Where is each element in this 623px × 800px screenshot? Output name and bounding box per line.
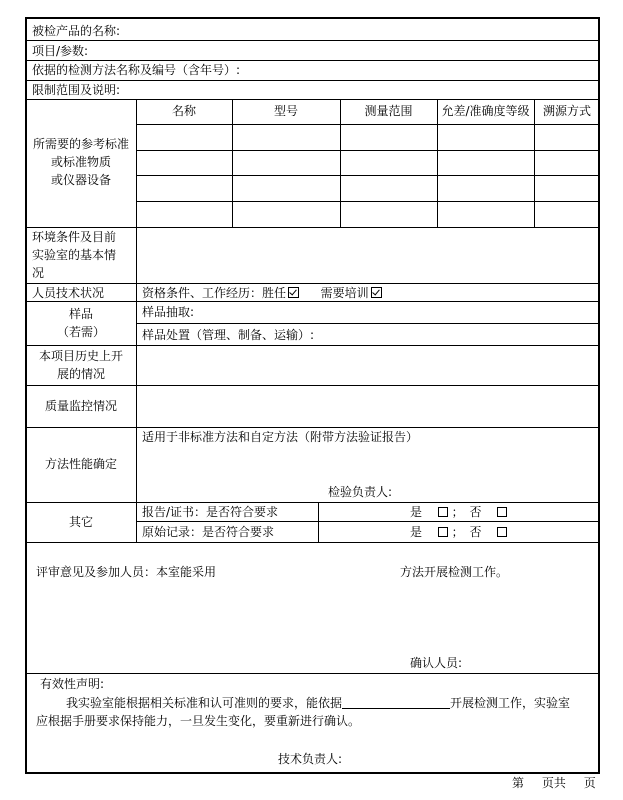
sample-label: （若需）	[56, 325, 105, 339]
row-divider	[136, 521, 600, 522]
label-column-divider	[136, 99, 137, 542]
row-divider	[25, 542, 600, 543]
separator: ；	[451, 505, 464, 519]
env-label: 环境条件及目前	[32, 230, 117, 244]
row-divider	[25, 385, 600, 386]
method-blank[interactable]	[342, 697, 450, 709]
ref-table-line	[136, 201, 600, 202]
sample-extract: 样品抽取:	[142, 305, 195, 319]
ref-standard-label: 所需要的参考标准	[32, 137, 129, 151]
validity-line1	[66, 696, 570, 710]
item-param-label: 项目/参数:	[32, 44, 89, 58]
ref-standard-label: 或仪器设备	[50, 173, 111, 187]
ref-table-line	[136, 124, 600, 125]
row-divider	[25, 40, 600, 41]
page-footer	[512, 776, 596, 790]
inspector-label: 检验负责人:	[328, 485, 393, 499]
training-checkbox[interactable]	[371, 287, 382, 298]
tech-lead-label: 技术负责人:	[278, 752, 343, 766]
ref-table-col	[534, 99, 535, 227]
page-label: 第	[512, 776, 525, 790]
yes-label: 是	[410, 525, 423, 539]
validity-title: 有效性声明:	[40, 677, 105, 691]
record-yes-checkbox[interactable]	[438, 527, 448, 537]
report-text: 报告/证书：是否符合要求	[142, 505, 279, 519]
personnel-training: 需要培训	[320, 286, 369, 300]
ref-header-range: 测量范围	[364, 104, 413, 118]
scope-label: 限制范围及说明:	[32, 83, 121, 97]
record-text: 原始记录：是否符合要求	[142, 525, 275, 539]
row-divider	[136, 323, 600, 324]
validity-line2: 应根据手册要求保持能力，一旦发生变化，要重新进行确认。	[36, 714, 361, 728]
history-label: 本项目历史上开	[38, 349, 123, 363]
ref-header-traceability: 溯源方式	[542, 104, 591, 118]
row-divider	[25, 227, 600, 228]
page-sep: 页共	[541, 776, 566, 790]
sample-handling: 样品处置（管理、制备、运输）:	[142, 328, 315, 342]
separator: ；	[451, 525, 464, 539]
other-col-divider	[318, 502, 319, 542]
env-label: 实验室的基本情	[32, 248, 117, 262]
ref-header-model: 型号	[273, 104, 298, 118]
other-label: 其它	[68, 515, 93, 529]
ref-table-line	[136, 150, 600, 151]
row-divider	[25, 301, 600, 302]
personnel-label: 人员技术状况	[32, 286, 105, 300]
report-yes-no	[410, 505, 507, 519]
review-text-2: 方法开展检测工作。	[400, 565, 509, 579]
product-name-label: 被检产品的名称:	[32, 24, 121, 38]
validity-line1-a: 我实验室能根据相关标准和认可准则的要求，能依据	[66, 696, 343, 710]
validity-line1-b: 开展检测工作，实验室	[450, 696, 571, 710]
env-label: 况	[32, 266, 45, 280]
ref-header-name: 名称	[171, 104, 196, 118]
row-divider	[25, 99, 600, 100]
no-label: 否	[469, 505, 482, 519]
personnel-qualification	[142, 286, 382, 300]
sample-label: 样品	[68, 307, 93, 321]
report-yes-checkbox[interactable]	[438, 507, 448, 517]
review-text: 评审意见及参加人员：本室能采用	[36, 565, 217, 579]
competent-checkbox[interactable]	[288, 287, 299, 298]
row-divider	[25, 673, 600, 674]
ref-table-col	[437, 99, 438, 227]
record-yes-no	[410, 525, 507, 539]
form-frame	[25, 17, 600, 774]
ref-header-accuracy: 允差/准确度等级	[441, 104, 530, 118]
method-perf-text: 适用于非标准方法和自定方法（附带方法验证报告）	[142, 430, 419, 444]
ref-table-col	[340, 99, 341, 227]
method-label: 依据的检测方法名称及编号（含年号）:	[32, 63, 241, 77]
no-label: 否	[469, 525, 482, 539]
row-divider	[25, 502, 600, 503]
personnel-text: 资格条件、工作经历：胜任	[142, 286, 287, 300]
row-divider	[25, 283, 600, 284]
quality-label: 质量监控情况	[44, 399, 117, 413]
row-divider	[25, 345, 600, 346]
confirm-label: 确认人员:	[410, 656, 463, 670]
row-divider	[25, 80, 600, 81]
method-perf-label: 方法性能确定	[44, 457, 117, 471]
ref-standard-label: 或标准物质	[50, 155, 111, 169]
record-no-checkbox[interactable]	[497, 527, 507, 537]
row-divider	[25, 60, 600, 61]
ref-table-line	[136, 175, 600, 176]
page-end: 页	[583, 776, 596, 790]
history-label: 展的情况	[56, 367, 105, 381]
yes-label: 是	[410, 505, 423, 519]
ref-table-col	[232, 99, 233, 227]
report-no-checkbox[interactable]	[497, 507, 507, 517]
row-divider	[25, 427, 600, 428]
